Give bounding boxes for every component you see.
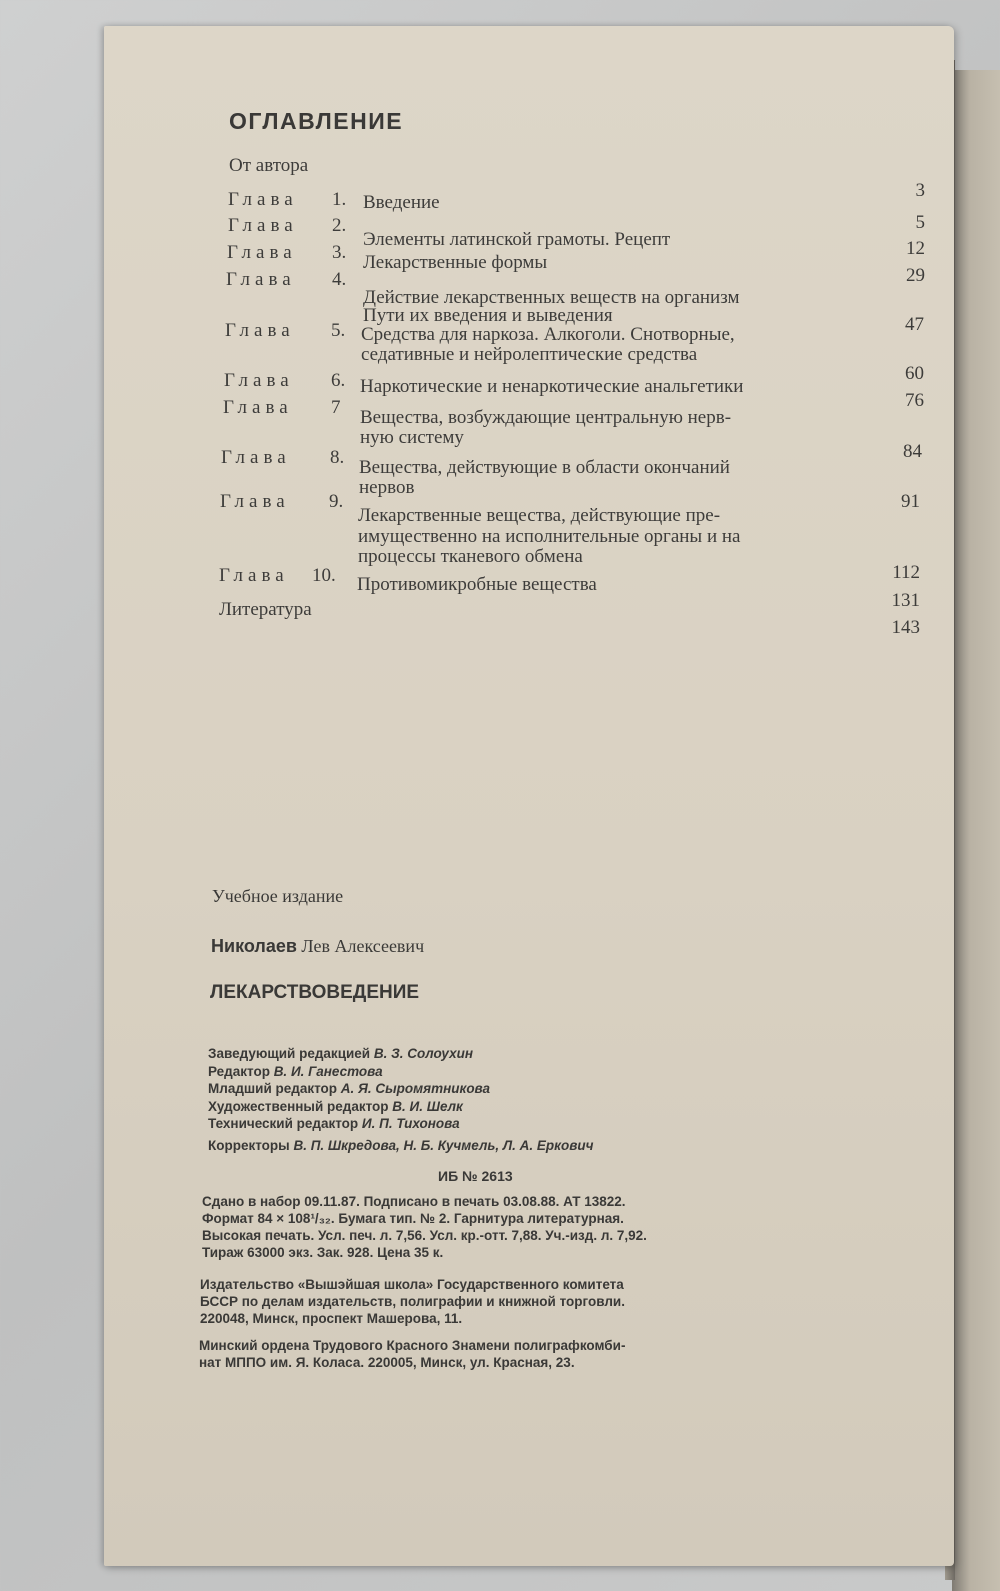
chapter-label: Глава: [227, 242, 297, 263]
publisher-line: 220048, Минск, проспект Машерова, 11.: [200, 1311, 463, 1326]
book-title: ЛЕКАРСТВОВЕДЕНИЕ: [210, 982, 420, 1003]
publisher-line: БССР по делам издательств, полиграфии и книжной торговли.: [200, 1294, 625, 1309]
chapter-label: Глава: [220, 491, 290, 512]
toc-page-number: 5: [915, 212, 925, 233]
toc-page-number: 76: [905, 390, 924, 411]
chapter-number: 5.: [331, 320, 346, 341]
chapter-title: имущественно на исполнительные органы и на: [358, 526, 741, 547]
chapter-number: 2.: [332, 215, 347, 236]
chapter-label: Глава: [228, 215, 298, 236]
chapter-number: 9.: [329, 491, 344, 512]
chapter-title: процессы тканевого обмена: [358, 546, 583, 567]
chapter-title: Пути их введения и выведения: [363, 305, 613, 326]
publisher-line: Издательство «Вышэйшая школа» Государственного комитета: [200, 1277, 624, 1292]
chapter-label: Глава: [225, 320, 295, 341]
staff-line: Художественный редактор В. И. Шелк: [208, 1098, 463, 1114]
printer-line: нат МППО им. Я. Коласа. 220005, Минск, ул. Красная, 23.: [199, 1355, 575, 1370]
chapter-number: 6.: [331, 370, 346, 391]
chapter-number: 10.: [312, 565, 336, 586]
toc-page-number: 3: [915, 180, 925, 201]
chapter-label: Глава: [221, 447, 291, 468]
print-info-line: Высокая печать. Усл. печ. л. 7,56. Усл. кр.-отт. 7,88. Уч.-изд. л. 7,92.: [202, 1228, 647, 1243]
printer-info: [199, 1337, 625, 1371]
chapter-title: Вещества, действующие в области окончаний: [359, 457, 730, 478]
chapter-number: 1.: [332, 189, 347, 210]
staff-line: Корректоры В. П. Шкредова, Н. Б. Кучмель, Л. А. Еркович: [208, 1137, 594, 1153]
chapter-title: Противомикробные вещества: [357, 574, 597, 595]
publisher-info: [200, 1276, 625, 1327]
printer-line: Минский ордена Трудового Красного Знамени полиграфкомби-: [199, 1338, 626, 1353]
print-info-line: Формат 84 × 108¹/₃₂. Бумага тип. № 2. Гарнитура литературная.: [202, 1211, 624, 1226]
chapter-number: 3.: [332, 242, 347, 263]
staff-line: Заведующий редакцией В. З. Солоухин: [208, 1046, 473, 1061]
chapter-label: Глава: [226, 269, 296, 290]
chapter-number: 7: [331, 397, 341, 418]
author-given-names: Лев Алексеевич: [296, 936, 425, 956]
toc-page-number: 131: [891, 590, 920, 611]
chapter-title: Средства для наркоза. Алкоголи. Снотворные,: [361, 324, 735, 345]
chapter-title: Лекарственные формы: [363, 252, 548, 273]
toc-page-number: 91: [901, 491, 920, 512]
staff-line: Младший редактор А. Я. Сыромятникова: [208, 1081, 491, 1096]
chapter-title: ную систему: [360, 427, 464, 448]
print-info: [202, 1193, 647, 1261]
toc-page-number: 12: [906, 238, 925, 259]
editorial-staff: [208, 1045, 594, 1154]
author-surname: Николаев: [211, 936, 297, 956]
chapter-title: Действие лекарственных веществ на организм: [363, 287, 740, 308]
chapter-label: Глава: [228, 189, 298, 210]
staff-line: Редактор В. И. Ганестова: [208, 1063, 383, 1079]
print-info-line: Тираж 63000 экз. Зак. 928. Цена 35 к.: [202, 1245, 444, 1260]
print-info-line: Сдано в набор 09.11.87. Подписано в печать 03.08.88. АТ 13822.: [202, 1194, 626, 1209]
chapter-title: нервов: [359, 477, 415, 498]
chapter-label: Глава: [223, 397, 293, 418]
chapter-title: Введение: [363, 192, 440, 213]
toc-from-author: От автора: [229, 155, 309, 176]
toc-title: ОГЛАВЛЕНИЕ: [229, 108, 404, 134]
chapter-title: Элементы латинской грамоты. Рецепт: [363, 229, 671, 250]
toc-page-number: 47: [905, 314, 924, 335]
toc-page-number: 60: [905, 363, 924, 384]
chapter-label: Глава: [219, 565, 289, 586]
author-name: [211, 936, 424, 957]
chapter-title: седативные и нейролептические средства: [361, 344, 698, 365]
chapter-number: 8.: [330, 447, 345, 468]
adjacent-page-edge: [952, 70, 1000, 1591]
toc-page-number: 29: [906, 265, 925, 286]
toc-literature: Литература: [219, 599, 312, 620]
toc-page-number: 143: [891, 617, 920, 638]
staff-line: Технический редактор И. П. Тихонова: [208, 1116, 460, 1131]
edition-type: Учебное издание: [212, 886, 344, 906]
chapter-label: Глава: [224, 370, 294, 391]
toc-page-number: 84: [903, 441, 922, 462]
ib-number: ИБ № 2613: [438, 1168, 513, 1184]
chapter-number: 4.: [332, 269, 347, 290]
chapter-title: Вещества, возбуждающие центральную нерв-: [360, 407, 732, 428]
chapter-title: Лекарственные вещества, действующие пре-: [358, 505, 721, 526]
chapter-title: Наркотические и ненаркотические анальгетики: [360, 376, 744, 397]
toc-page-number: 112: [892, 562, 920, 583]
